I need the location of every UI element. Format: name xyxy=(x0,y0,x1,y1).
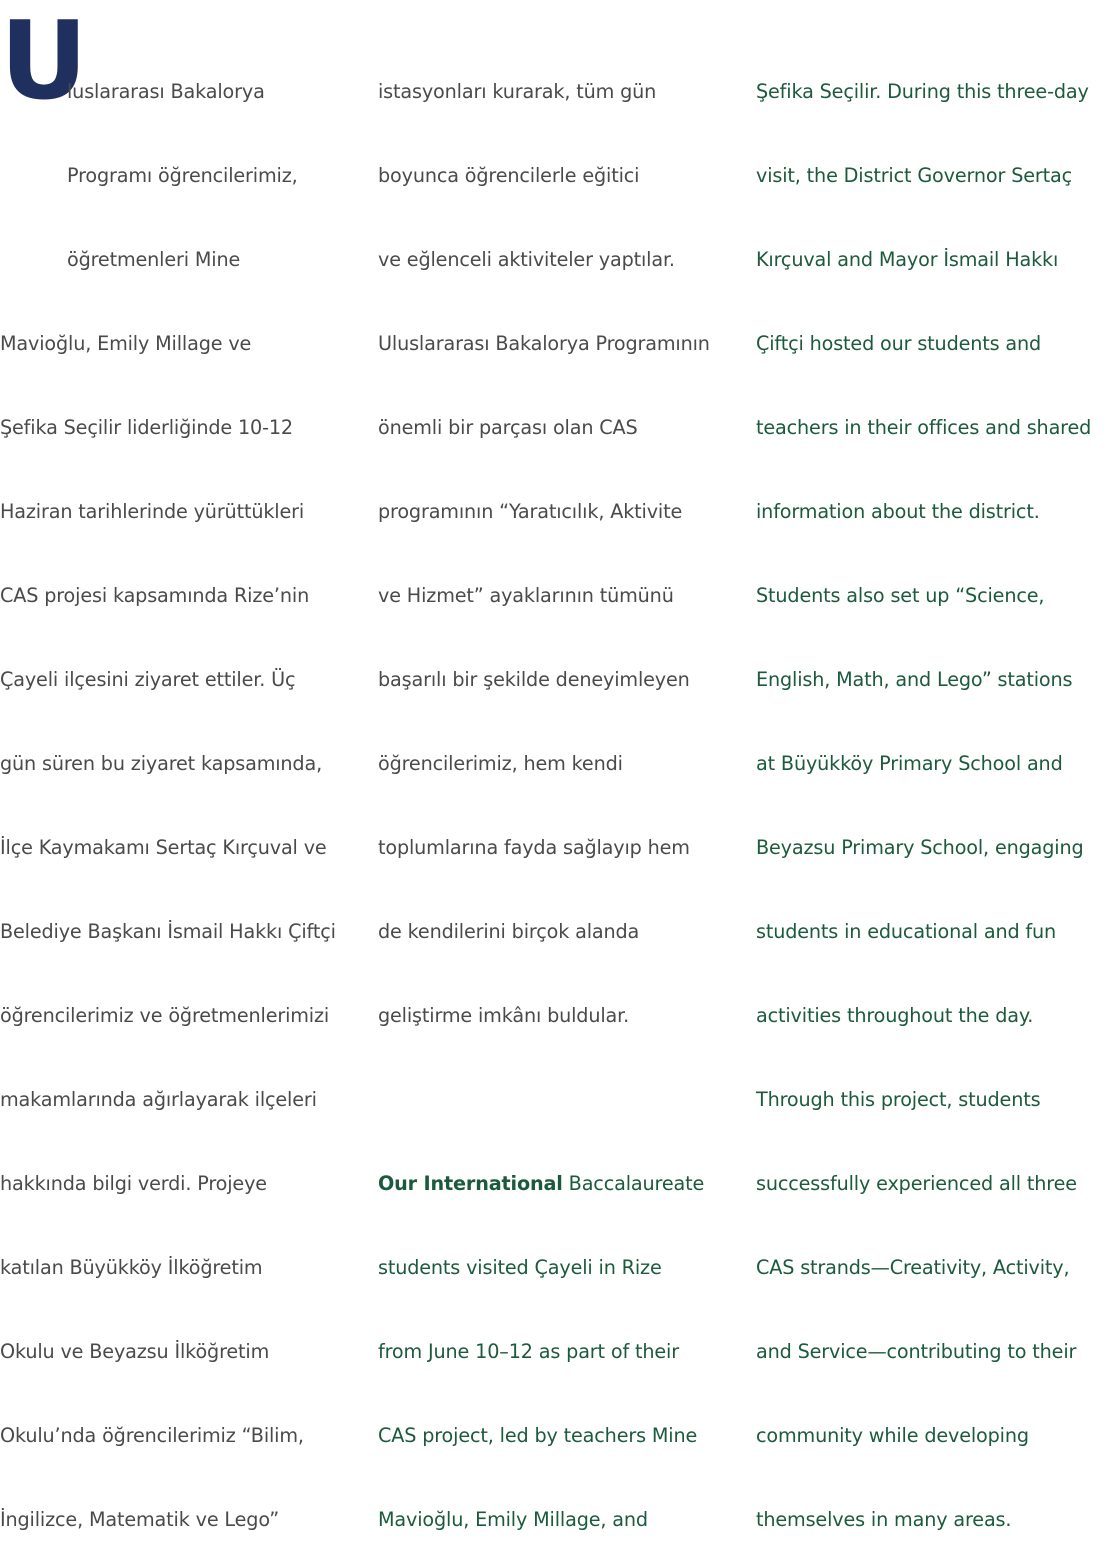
text-line: Through this project, students xyxy=(756,1088,1041,1111)
english-lead-rest: Baccalaureate xyxy=(562,1172,705,1195)
text-line: boyunca öğrencilerle eğitici xyxy=(378,164,640,187)
text-line: geliştirme imkânı buldular. xyxy=(378,1004,630,1027)
text-line: English, Math, and Lego” stations xyxy=(756,668,1073,691)
text-line: ve eğlenceli aktiviteler yaptılar. xyxy=(378,248,675,271)
text-line: students in educational and fun xyxy=(756,920,1057,943)
text-line: CAS project, led by teachers Mine xyxy=(378,1424,698,1447)
text-line: de kendilerini birçok alanda xyxy=(378,920,640,943)
text-line: istasyonları kurarak, tüm gün xyxy=(378,80,657,103)
text-line: and Service—contributing to their xyxy=(756,1340,1077,1363)
text-line: Haziran tarihlerinde yürüttükleri xyxy=(0,500,305,523)
text-line: luslararası Bakalorya xyxy=(67,80,265,103)
text-line: visit, the District Governor Sertaç xyxy=(756,164,1073,187)
text-line: information about the district. xyxy=(756,500,1040,523)
text-line: Şefika Seçilir. During this three-day xyxy=(756,80,1089,103)
drop-cap: U xyxy=(0,0,86,124)
paragraph-gap xyxy=(378,1086,738,1114)
text-line: programının “Yaratıcılık, Aktivite xyxy=(378,500,683,523)
text-line: Belediye Başkanı İsmail Hakkı Çiftçi xyxy=(0,920,336,943)
english-lead-line xyxy=(378,1170,738,1198)
text-line: toplumlarına fayda sağlayıp hem xyxy=(378,836,690,859)
turkish-column-1 xyxy=(0,0,360,1562)
text-line: başarılı bir şekilde deneyimleyen xyxy=(378,668,690,691)
text-line: teachers in their offices and shared xyxy=(756,416,1092,439)
text-line: Okulu ve Beyazsu İlköğretim xyxy=(0,1340,270,1363)
text-line: gün süren bu ziyaret kapsamında, xyxy=(0,752,323,775)
text-line: Students also set up “Science, xyxy=(756,584,1045,607)
text-line: ve Hizmet” ayaklarının tümünü xyxy=(378,584,674,607)
text-line: öğrencilerimiz, hem kendi xyxy=(378,752,623,775)
text-line: Çiftçi hosted our students and xyxy=(756,332,1042,355)
english-lead-bold: Our International xyxy=(378,1172,563,1195)
mixed-column-2 xyxy=(378,22,738,1562)
text-line: Beyazsu Primary School, engaging xyxy=(756,836,1084,859)
text-line: from June 10–12 as part of their xyxy=(378,1340,679,1363)
text-line: Şefika Seçilir liderliğinde 10-12 xyxy=(0,416,293,439)
text-line: öğrencilerimiz ve öğretmenlerimizi xyxy=(0,1004,330,1027)
text-line: öğretmenleri Mine xyxy=(67,248,241,271)
text-line: Programı öğrencilerimiz, xyxy=(67,164,298,187)
text-line: successfully experienced all three xyxy=(756,1172,1077,1195)
text-line: Uluslararası Bakalorya Programının xyxy=(378,332,710,355)
text-line: at Büyükköy Primary School and xyxy=(756,752,1063,775)
text-line: İlçe Kaymakamı Sertaç Kırçuval ve xyxy=(0,836,327,859)
text-line: Mavioğlu, Emily Millage ve xyxy=(0,332,252,355)
text-line: önemli bir parçası olan CAS xyxy=(378,416,638,439)
text-line: katılan Büyükköy İlköğretim xyxy=(0,1256,263,1279)
text-line: CAS projesi kapsamında Rize’nin xyxy=(0,584,310,607)
english-column-3 xyxy=(756,22,1110,1562)
text-line: Kırçuval and Mayor İsmail Hakkı xyxy=(756,248,1059,271)
text-line: makamlarında ağırlayarak ilçeleri xyxy=(0,1088,317,1111)
text-line: Çayeli ilçesini ziyaret ettiler. Üç xyxy=(0,668,296,691)
text-line: activities throughout the day. xyxy=(756,1004,1034,1027)
text-line: hakkında bilgi verdi. Projeye xyxy=(0,1172,267,1195)
text-line: CAS strands—Creativity, Activity, xyxy=(756,1256,1070,1279)
text-line: İngilizce, Matematik ve Lego” xyxy=(0,1508,280,1531)
text-line: themselves in many areas. xyxy=(756,1508,1012,1531)
text-line: students visited Çayeli in Rize xyxy=(378,1256,662,1279)
text-line: community while developing xyxy=(756,1424,1029,1447)
text-line: Mavioğlu, Emily Millage, and xyxy=(378,1508,648,1531)
text-line: Okulu’nda öğrencilerimiz “Bilim, xyxy=(0,1424,304,1447)
